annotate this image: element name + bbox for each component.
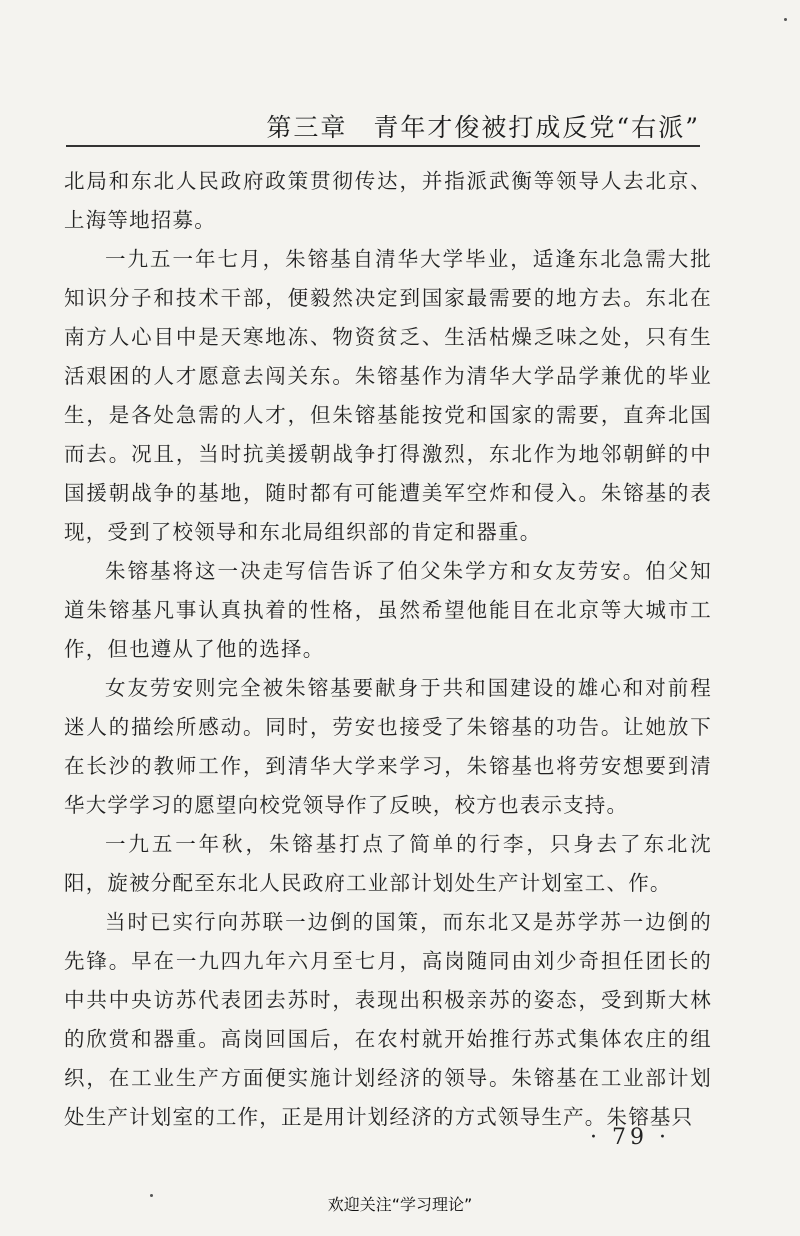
paragraph: 北局和东北人民政府政策贯彻传达，并指派武衡等领导人去北京、上海等地招募。 [64, 169, 712, 232]
paragraph: 一九五一年七月，朱镕基自清华大学毕业，适逢东北急需大批知识分子和技术干部，便毅然决定到国家最需要的地方去。东北在南方人心目中是天寒地冻、物资贫乏、生活枯燥乏味之处，只有生活艰困的人才愿意去闯关东。朱镕基作为清华大学品学兼优的毕业生，是各处急需的人才，但朱镕基能按党和国家的需要，直奔北国而去。况且，当时抗美援朝战争打得激烈，东北作为地邻朝鲜的中国援朝战争的基地，随时都有可能遭美军空炸和侵入。朱镕基的表现，受到了校领导和东北局组织部的肯定和器重。 [64, 247, 712, 544]
running-header [68, 108, 700, 144]
paragraph: 当时已实行向苏联一边倒的国策，而东北又是苏学苏一边倒的先锋。早在一九四九年六月至七月，高岗随同由刘少奇担任团长的中共中央访苏代表团去苏时，表现出积极亲苏的姿态，受到斯大林的欣赏和器重。高岗回国后，在农村就开始推行苏式集体农庄的组织，在工业生产方面便实施计划经济的领导。朱镕基在工业部计划处生产计划室的工作，正是用计划经济的方式领导生产。朱镕基只 [64, 910, 712, 1129]
chapter-title: 青年才俊被打成反党“右派” [373, 113, 700, 142]
body-text [64, 162, 712, 1137]
footer-caption: 欢迎关注“学习理论” [327, 1195, 473, 1214]
page-number: · 79 · [590, 1125, 670, 1150]
paragraph: 一九五一年秋，朱镕基打点了简单的行李，只身去了东北沈阳，旋被分配至东北人民政府工业部计划处生产计划室工、作。 [64, 832, 712, 895]
paragraph: 女友劳安则完全被朱镕基要献身于共和国建设的雄心和对前程迷人的描绘所感动。同时，劳安也接受了朱镕基的功告。让她放下在长沙的教师工作，到清华大学来学习，朱镕基也将劳安想要到清华大学学习的愿望向校党领导作了反映，校方也表示支持。 [64, 676, 712, 817]
header-rule [66, 145, 700, 147]
scan-speck [784, 18, 787, 21]
paragraph: 朱镕基将这一决走写信告诉了伯父朱学方和女友劳安。伯父知道朱镕基凡事认真执着的性格，虽然希望他能目在北京等大城市工作，但也遵从了他的选择。 [64, 559, 712, 661]
chapter-label: 第三章 [266, 113, 348, 142]
